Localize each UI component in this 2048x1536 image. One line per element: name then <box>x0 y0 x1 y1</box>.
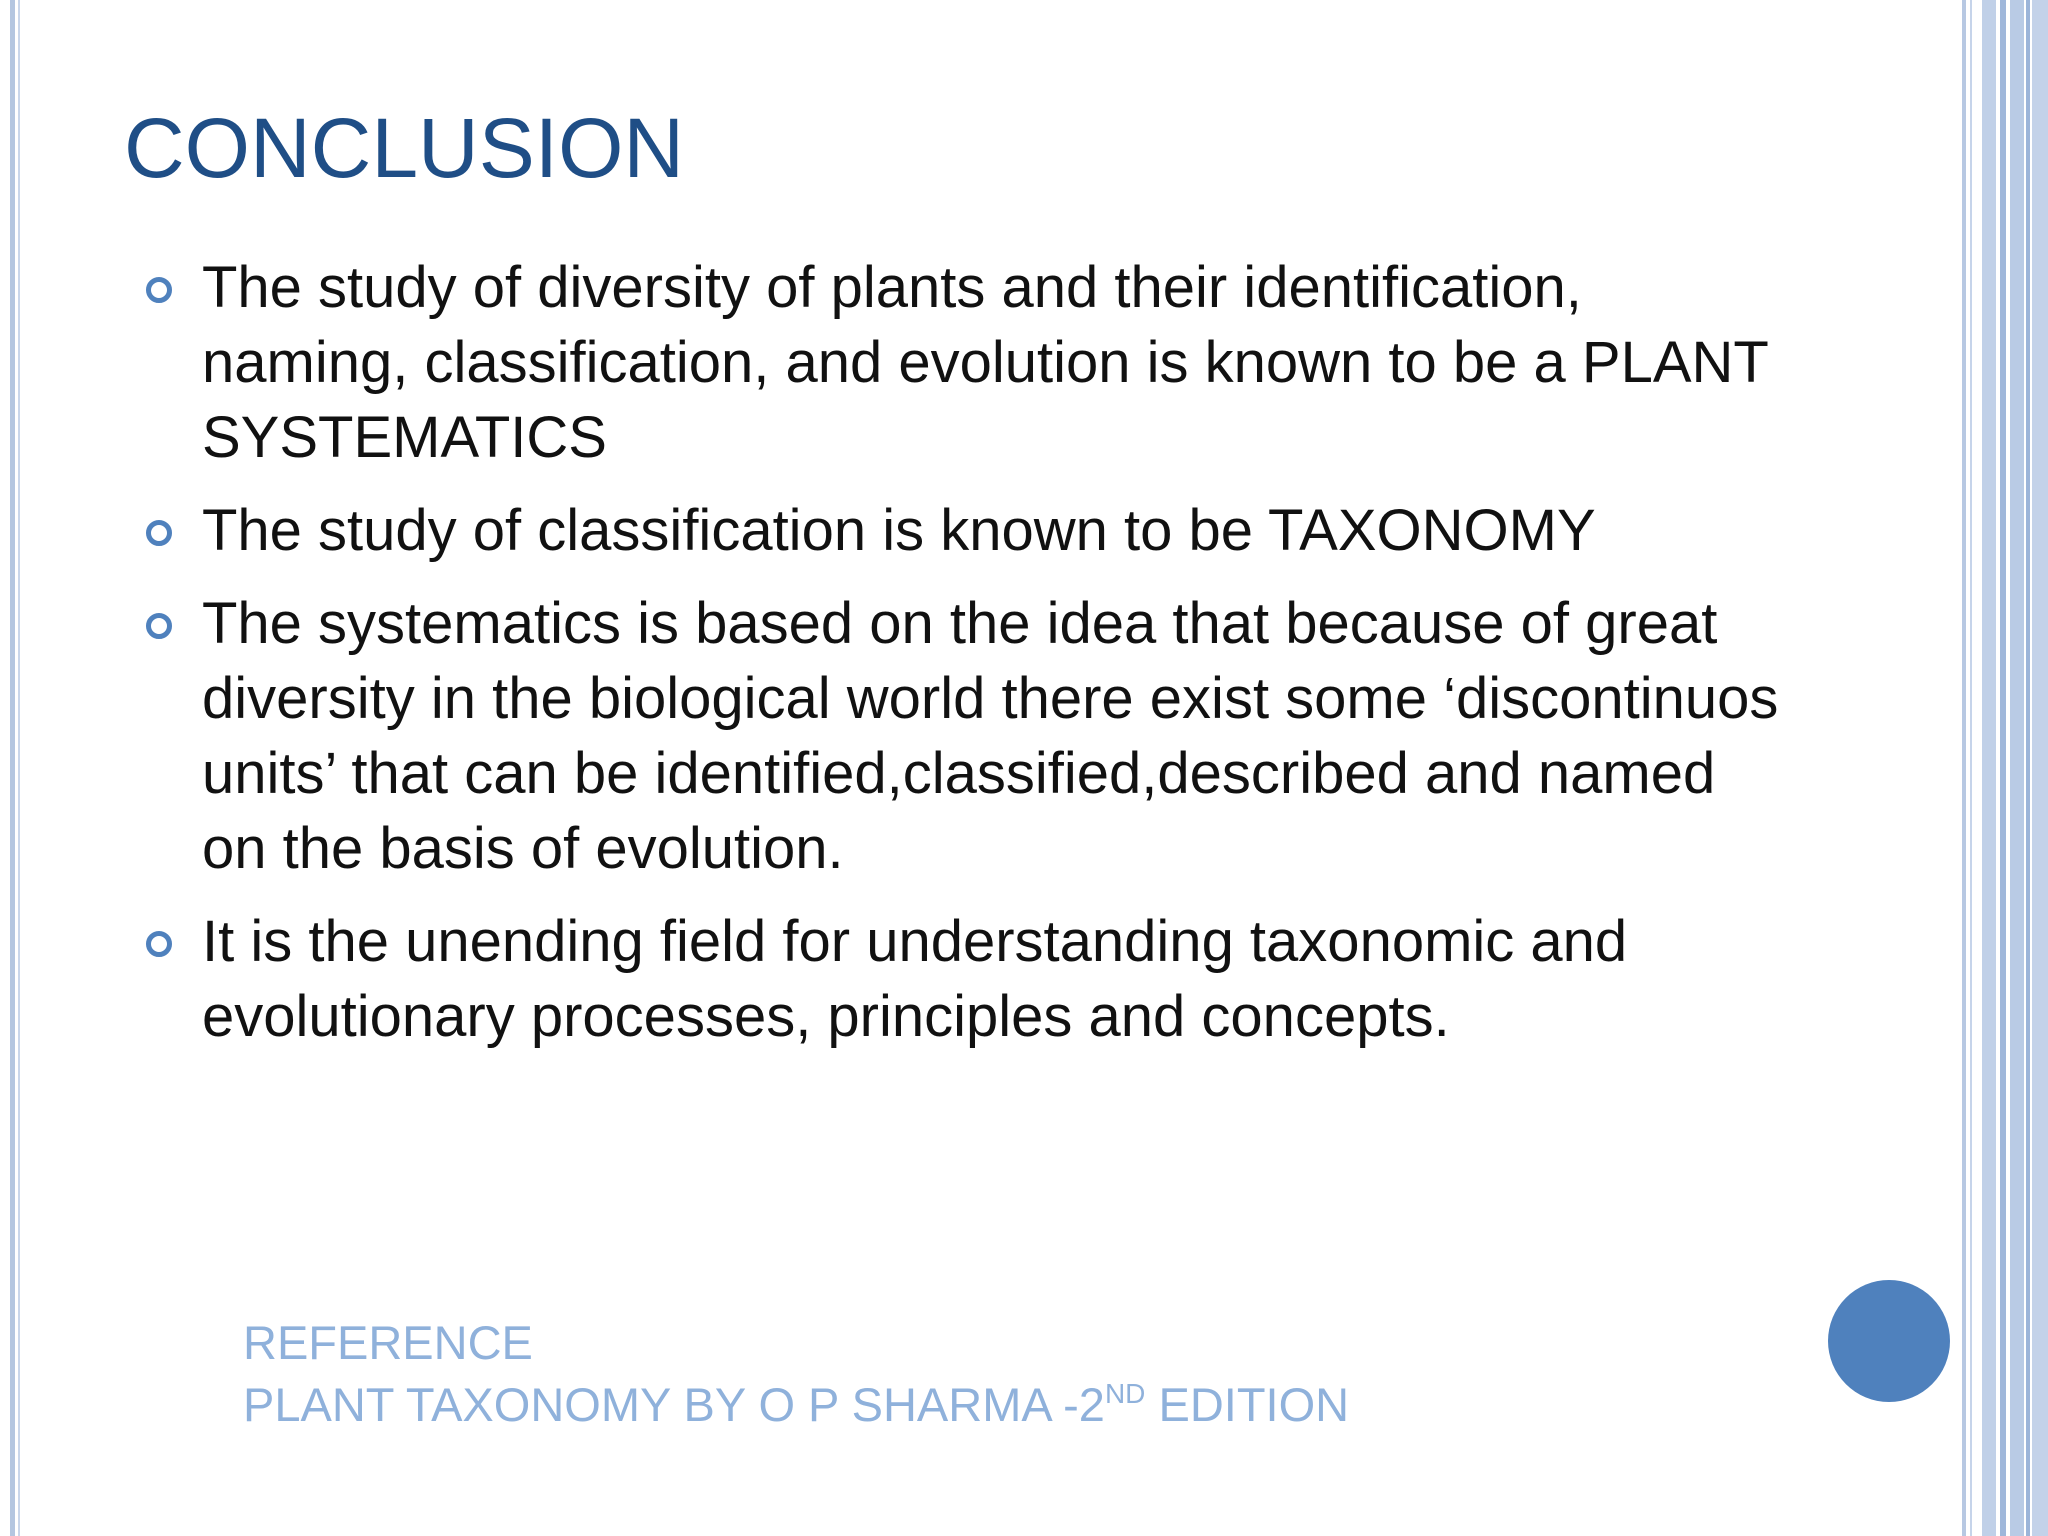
left-border-line <box>10 0 15 1536</box>
hollow-circle-bullet-icon <box>146 520 172 546</box>
hollow-circle-bullet-icon <box>146 277 172 303</box>
reference-citation-prefix: PLANT TAXONOMY BY O P SHARMA -2 <box>243 1378 1105 1431</box>
right-decorative-stripes <box>1962 0 2048 1536</box>
left-border-line-inner <box>18 0 20 1536</box>
reference-block <box>243 1312 1349 1436</box>
bullet-item <box>140 493 1780 568</box>
filled-circle-decoration <box>1828 1280 1950 1402</box>
bullet-text: The study of diversity of plants and their identification, naming, classification, and evolution is known to be a PLANT SYSTEMATICS <box>202 255 1768 470</box>
bullet-text: The systematics is based on the idea that because of great diversity in the biological world there exist some ‘discontinuos units’ that can be identified,classified,described and named on the basis of evolution. <box>202 591 1779 881</box>
hollow-circle-bullet-icon <box>146 613 172 639</box>
bullet-item <box>140 904 1780 1054</box>
bullet-item <box>140 250 1780 475</box>
bullet-item <box>140 586 1780 886</box>
hollow-circle-bullet-icon <box>146 931 172 957</box>
bullet-list <box>140 250 1780 1072</box>
reference-superscript: ND <box>1104 1378 1146 1409</box>
reference-citation <box>243 1374 1349 1436</box>
reference-heading: REFERENCE <box>243 1316 533 1369</box>
bullet-text: The study of classification is known to be TAXONOMY <box>202 498 1596 563</box>
reference-citation-suffix: EDITION <box>1145 1378 1350 1431</box>
slide-title: CONCLUSION <box>124 101 685 195</box>
bullet-text: It is the unending field for understanding taxonomic and evolutionary processes, principles and concepts. <box>202 909 1628 1049</box>
